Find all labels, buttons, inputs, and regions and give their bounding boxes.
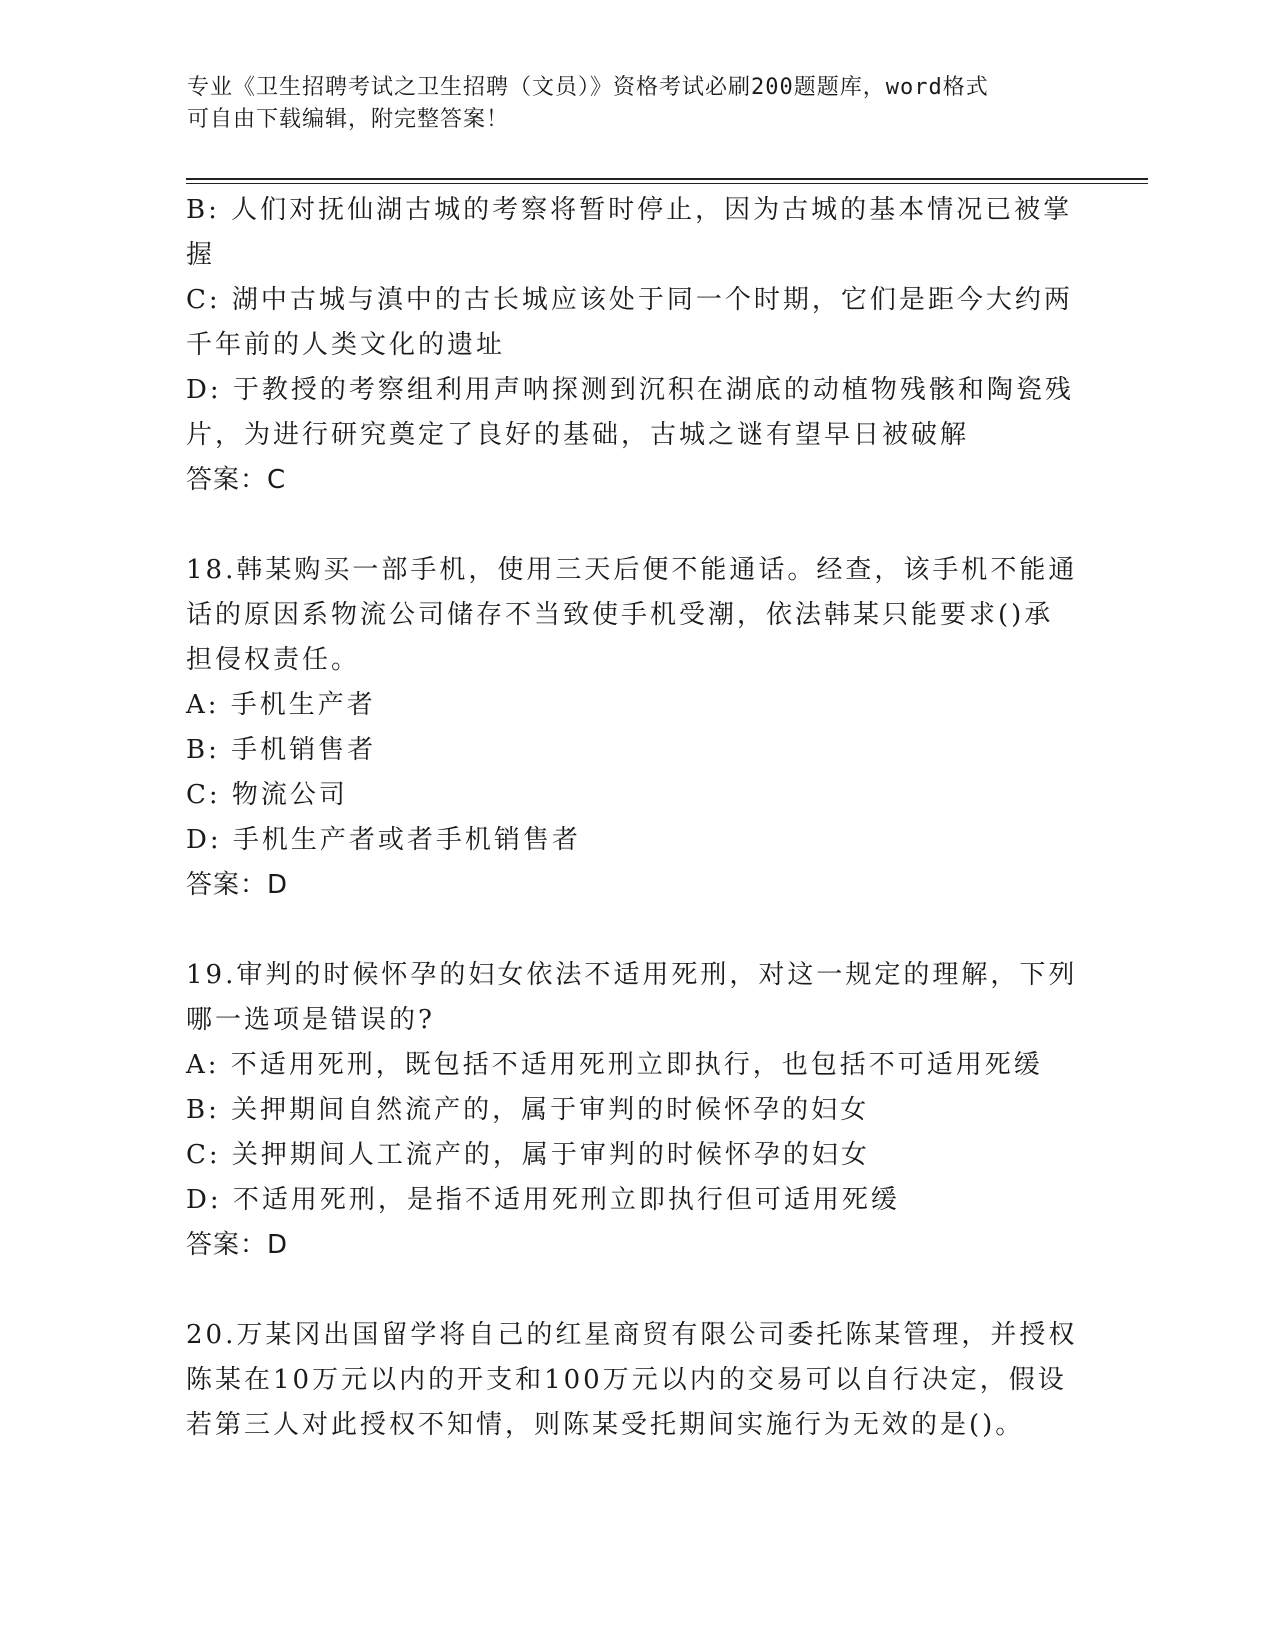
header-divider-thick: [186, 178, 1148, 180]
q18-stem-line-3: 担侵权责任。: [186, 645, 361, 675]
document-header: [187, 72, 1067, 136]
spacer: [186, 1268, 1086, 1313]
spacer: [186, 503, 1086, 548]
q17-answer: 答案：C: [186, 465, 287, 495]
q20-stem-line-1: 20.万某冈出国留学将自己的红星商贸有限公司委托陈某管理，并授权: [186, 1320, 1078, 1350]
q19-option-b: B: 关押期间自然流产的，属于审判的时候怀孕的妇女: [186, 1095, 870, 1125]
q18-option-c: C: 物流公司: [186, 780, 348, 810]
spacer: [186, 908, 1086, 953]
question-19-block: [186, 953, 1086, 1268]
q17-option-b-line-1: B: 人们对抚仙湖古城的考察将暂时停止，因为古城的基本情况已被掌: [186, 195, 1073, 225]
question-18-block: [186, 548, 1086, 908]
header-divider-thin: [186, 183, 1148, 184]
q18-option-d: D: 手机生产者或者手机销售者: [186, 825, 581, 855]
q17-option-b-line-2: 握: [186, 240, 216, 270]
header-title-line-1: 专业《卫生招聘考试之卫生招聘（文员）》资格考试必刷200题题库，word格式: [187, 75, 989, 100]
q19-answer: 答案：D: [186, 1230, 289, 1260]
header-title-line-2: 可自由下载编辑，附完整答案！: [187, 107, 510, 132]
q19-stem-line-2: 哪一选项是错误的?: [186, 1005, 435, 1035]
q17-option-c-line-2: 千年前的人类文化的遗址: [186, 330, 506, 360]
q19-option-d: D: 不适用死刑，是指不适用死刑立即执行但可适用死缓: [186, 1185, 900, 1215]
q20-stem-line-3: 若第三人对此授权不知情，则陈某受托期间实施行为无效的是()。: [186, 1410, 1025, 1440]
q17-option-d-line-2: 片，为进行研究奠定了良好的基础，古城之谜有望早日被破解: [186, 420, 970, 450]
question-content: [186, 188, 1086, 1448]
q18-option-b: B: 手机销售者: [186, 735, 377, 765]
q17-option-c-line-1: C: 湖中古城与滇中的古长城应该处于同一个时期，它们是距今大约两: [186, 285, 1073, 315]
q18-option-a: A: 手机生产者: [186, 690, 376, 720]
q18-answer: 答案：D: [186, 870, 289, 900]
q20-stem-line-2: 陈某在10万元以内的开支和100万元以内的交易可以自行决定，假设: [186, 1365, 1067, 1395]
q19-option-a: A: 不适用死刑，既包括不适用死刑立即执行，也包括不可适用死缓: [186, 1050, 1043, 1080]
q19-stem-line-1: 19.审判的时候怀孕的妇女依法不适用死刑，对这一规定的理解，下列: [186, 960, 1078, 990]
q17-option-d-line-1: D: 于教授的考察组利用声呐探测到沉积在湖底的动植物残骸和陶瓷残: [186, 375, 1074, 405]
q19-option-c: C: 关押期间人工流产的，属于审判的时候怀孕的妇女: [186, 1140, 870, 1170]
question-20-block: [186, 1313, 1086, 1448]
question-17-block: [186, 188, 1086, 503]
q18-stem-line-2: 话的原因系物流公司储存不当致使手机受潮，依法韩某只能要求()承: [186, 600, 1054, 630]
q18-stem-line-1: 18.韩某购买一部手机，使用三天后便不能通话。经查，该手机不能通: [186, 555, 1078, 585]
